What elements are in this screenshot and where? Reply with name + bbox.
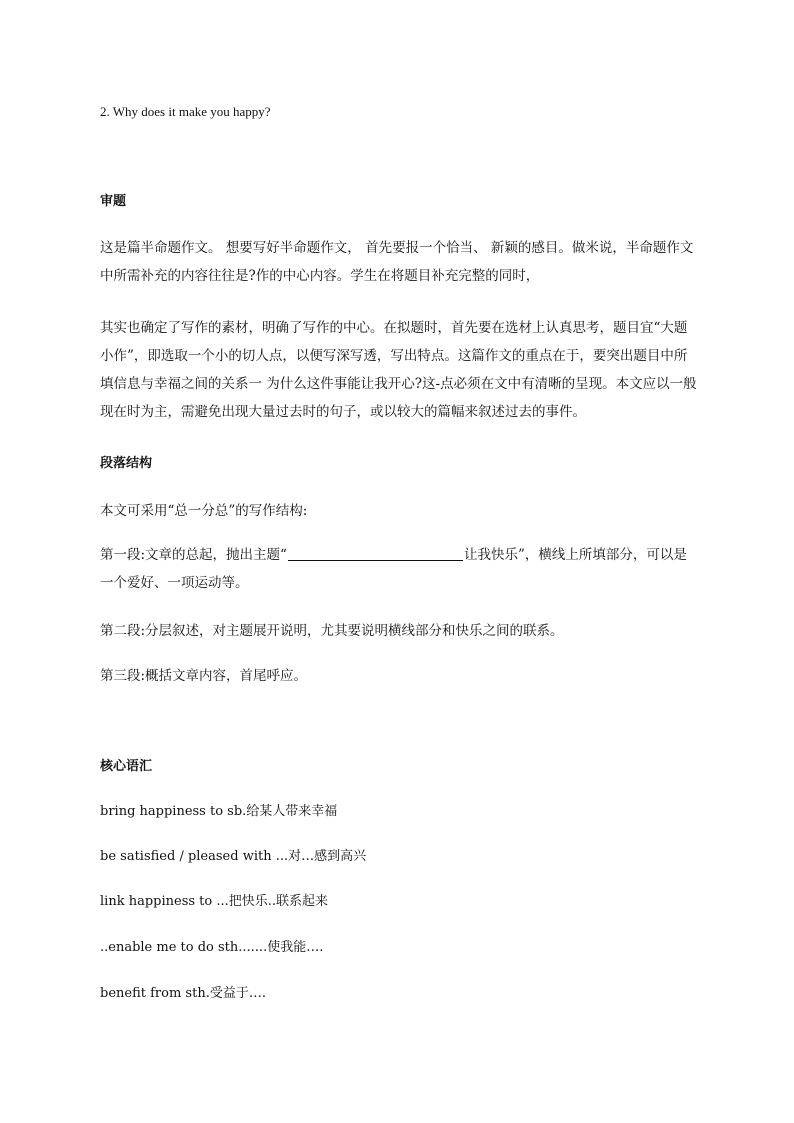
shenti-heading: 审题 [100, 194, 127, 209]
structure-paragraph-3: 第三段:概括文章内容，首尾呼应。 [100, 668, 308, 684]
shenti-paragraph-2-text: 其实也确定了写作的素材，明确了写作的中心。在拟题时，首先要在选材上认真思考，题目宜“大题小作”，即选取一个小的切人点，以便写深写透，写出特点。这篇作文的重点在于，要突出题目中所填信息与幸福之间的关系一 为什么这件事能让我开心?这-点必须在文中有清晰的呈现。本文应以一般现在时为主，需避免出现大量过去时的句子，或以较大的篇幅来叙述过去的事件。 [100, 320, 697, 420]
shenti-paragraph-2 [100, 314, 700, 426]
structure-p1-before: 第一段:文章的总起，抛出主题“ [100, 547, 287, 563]
structure-p1-after: 让我快乐”，横线上所填部分，可以是一个爱好、一项运动等。 [100, 547, 687, 591]
vocab-item: benefit from sth.受益于…. [100, 986, 266, 1001]
shenti-paragraph-1-text: 这是篇半命题作文。 想要写好半命题作文， 首先要报一个恰当、 新颖的感目。做米说，半命题作文中所需补充的内容往往是?作的中心内容。学生在将题目补充完整的同时， [100, 240, 694, 284]
vocab-item: ..enable me to do sth.......使我能…. [100, 940, 324, 955]
vocab-item: link happiness to ...把快乐..联系起来 [100, 894, 329, 909]
structure-paragraph-2: 第二段:分层叙述，对主题展开说明，尤其要说明横线部分和快乐之间的联系。 [100, 623, 564, 639]
structure-paragraph-1 [100, 541, 700, 597]
vocab-item: bring happiness to sb.给某人带来幸福 [100, 804, 338, 819]
shenti-paragraph-1 [100, 234, 700, 290]
structure-heading: 段落结构 [100, 456, 153, 471]
fill-in-blank [288, 546, 463, 561]
vocab-heading: 核心语汇 [100, 759, 153, 774]
question-line: 2. Why does it make you happy? [100, 104, 271, 119]
vocab-item: be satisfied / pleased with ...对…感到高兴 [100, 849, 367, 864]
structure-intro: 本文可采用“总一分总”的写作结构: [100, 503, 308, 519]
